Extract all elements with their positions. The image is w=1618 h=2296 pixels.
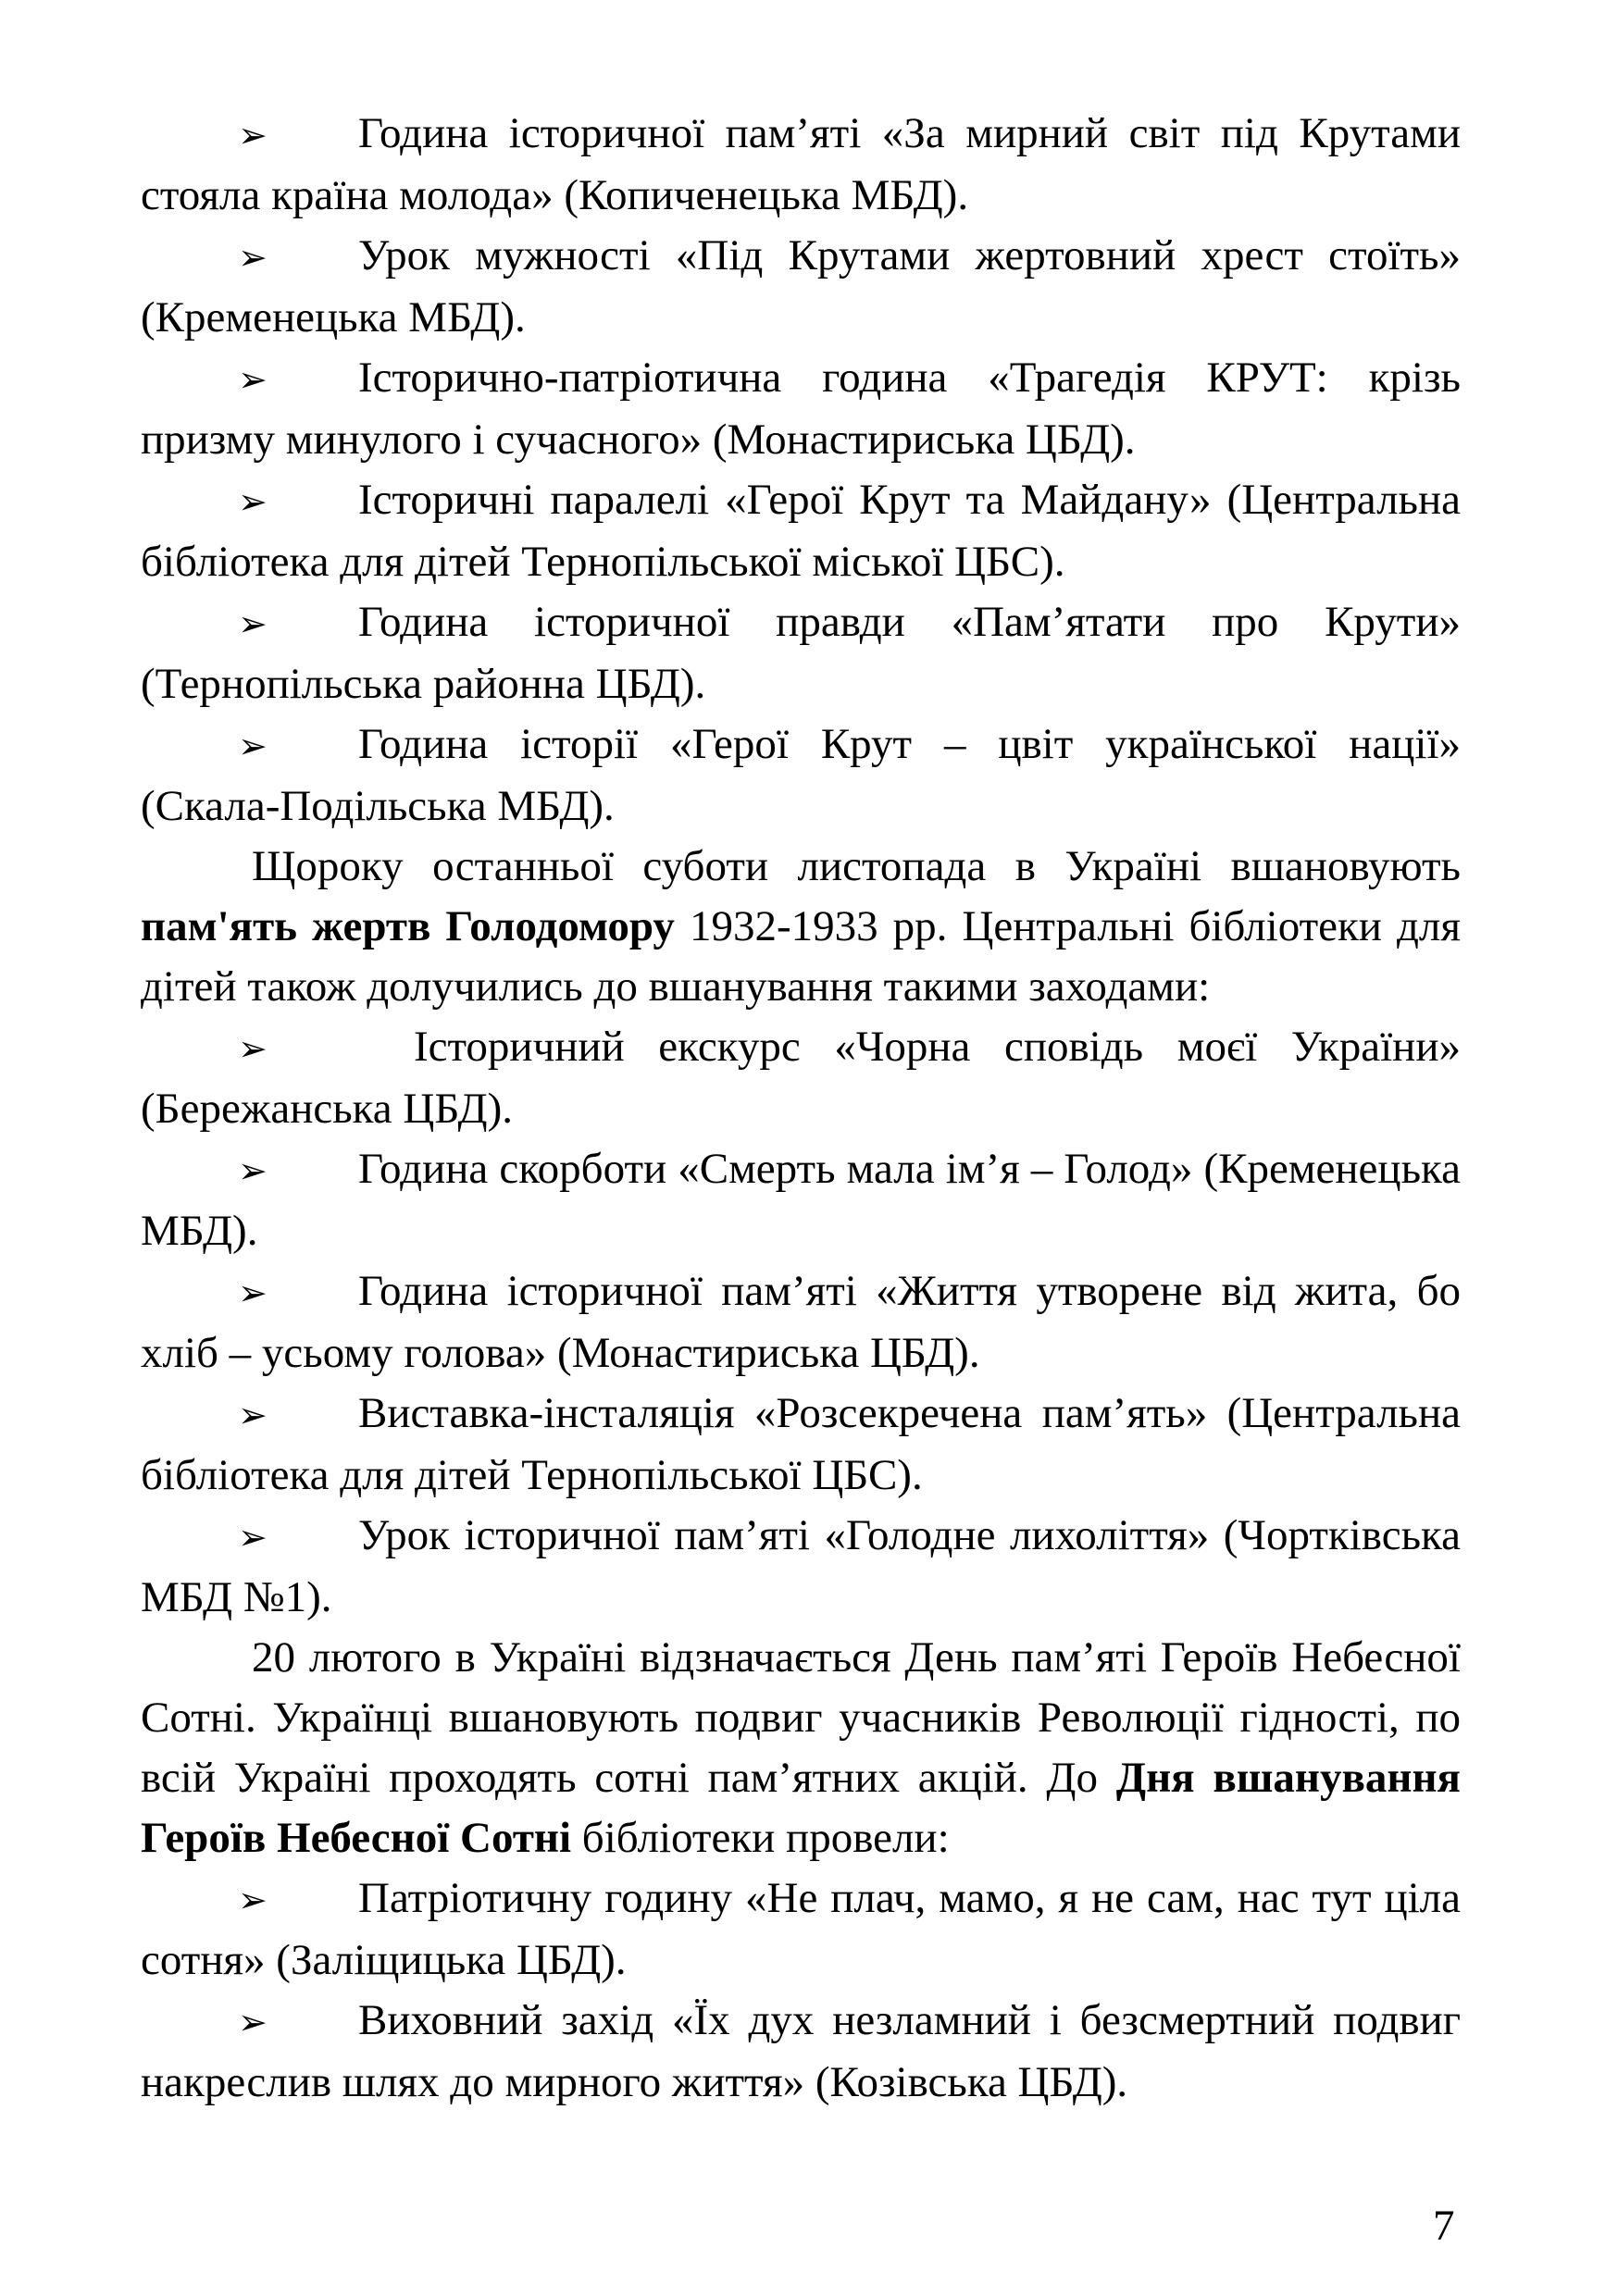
- paragraph-text: Щороку останньої суботи листопада в Україні вшановують: [252, 842, 1461, 890]
- arrow-bullet-icon: ➢: [238, 726, 268, 766]
- list-item-text: Історичні паралелі «Герої Крут та Майдану» (Центральна бібліотека для дітей Тернопільської міської ЦБС).: [141, 476, 1461, 586]
- list-item-text: Година історичної пам’яті «Життя утворене від жита, бо хліб – усьому голова» (Монастириська ЦБД).: [141, 1267, 1461, 1377]
- list-item-text: Урок історичної пам’яті «Голодне лихоліття» (Чортківська МБД №1).: [141, 1511, 1461, 1621]
- arrow-bullet-icon: ➢: [238, 481, 268, 522]
- list-item-text: Година історії «Герої Крут – цвіт української нації» (Скала-Подільська МБД).: [141, 720, 1461, 830]
- paragraph-text: 1932-1933 рр. Центральні бібліотеки для дітей також долучились до вшанування такими заходами:: [141, 902, 1461, 1011]
- list-item-text: Історичний екскурс «Чорна сповідь моєї України» (Бережанська ЦБД).: [141, 1023, 1461, 1133]
- list-item: [141, 1868, 1461, 1991]
- list-item: [141, 1384, 1461, 1506]
- paragraph-bold-text: Дня вшанування Героїв Небесної Сотні: [141, 1754, 1461, 1862]
- arrow-bullet-icon: ➢: [238, 1395, 268, 1435]
- list-item-text: Виховний захід «Їх дух незламний і безсмертний подвиг накреслив шлях до мирного життя» (Козівська ЦБД).: [141, 1996, 1461, 2106]
- list-item: [141, 714, 1461, 837]
- list-item: [141, 226, 1461, 348]
- arrow-bullet-icon: ➢: [238, 1150, 268, 1191]
- list-item-text: Година історичної пам’яті «За мирний світ під Крутами стояла країна молода» (Копиченецька МБД).: [141, 109, 1461, 219]
- list-item: [141, 1261, 1461, 1384]
- paragraph-holodomor: [141, 837, 1461, 1017]
- paragraph-bold-text: пам'ять жертв Голодомору: [141, 902, 675, 950]
- arrow-bullet-icon: ➢: [238, 603, 268, 644]
- arrow-bullet-icon: ➢: [238, 1272, 268, 1313]
- list-item: [141, 348, 1461, 470]
- list-item-text: Година історичної правди «Пам’ятати про Крути» (Тернопільська районна ЦБД).: [141, 598, 1461, 708]
- list-item-text: Урок мужності «Під Крутами жертовний хрест стоїть» (Кременецька МБД).: [141, 231, 1461, 341]
- arrow-bullet-icon: ➢: [238, 2002, 268, 2042]
- list-item: [141, 470, 1461, 592]
- page-number: 7: [1433, 2202, 1455, 2250]
- paragraph-text: 20 лютого в Україні відзначається День пам’яті Героїв Небесної Сотні. Українці вшановують подвиг учасників Революції гідності, по всій Україні проходять сотні пам’ятних акцій. До: [141, 1633, 1461, 1802]
- list-item: [141, 1139, 1461, 1261]
- arrow-bullet-icon: ➢: [238, 237, 268, 278]
- list-item: [141, 104, 1461, 226]
- list-item: [141, 1991, 1461, 2113]
- list-item-text: Виставка-інсталяція «Розсекречена пам’ять» (Центральна бібліотека для дітей Тернопільської ЦБС).: [141, 1389, 1461, 1499]
- arrow-bullet-icon: ➢: [238, 359, 268, 400]
- arrow-bullet-icon: ➢: [238, 115, 268, 155]
- paragraph-text: бібліотеки провели:: [571, 1814, 950, 1862]
- arrow-bullet-icon: ➢: [238, 1880, 268, 1920]
- list-item: [141, 592, 1461, 714]
- arrow-bullet-icon: ➢: [238, 1517, 268, 1558]
- list-item-text: Патріотичну годину «Не плач, мамо, я не сам, нас тут ціла сотня» (Заліщицька ЦБД).: [141, 1874, 1461, 1984]
- list-item: [141, 1017, 1461, 1139]
- list-item-text: Година скорботи «Смерть мала ім’я – Голод» (Кременецька МБД).: [141, 1145, 1461, 1255]
- list-item: [141, 1506, 1461, 1628]
- paragraph-heroes: [141, 1628, 1461, 1868]
- arrow-bullet-icon: ➢: [238, 1028, 268, 1069]
- page-body: [141, 104, 1461, 2113]
- list-item-text: Історично-патріотична година «Трагедія КРУТ: крізь призму минулого і сучасного» (Монастириська ЦБД).: [141, 354, 1461, 464]
